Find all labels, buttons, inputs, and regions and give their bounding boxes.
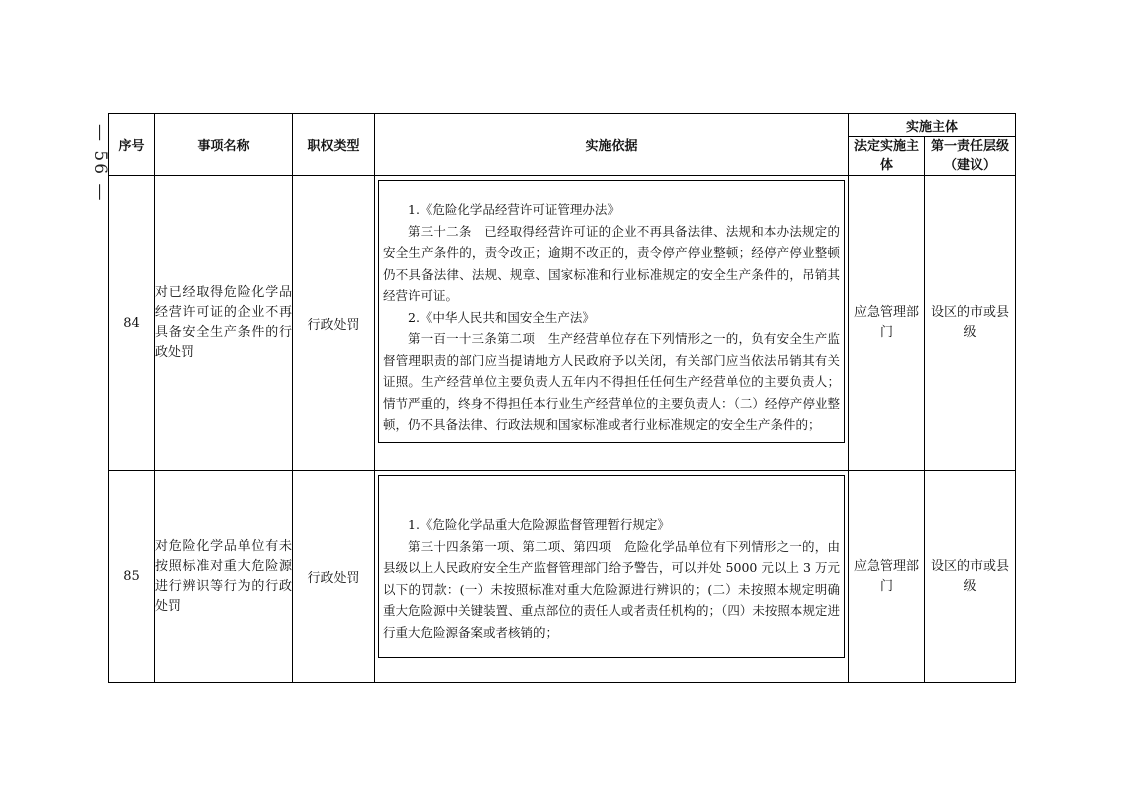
- row-seq: 84: [109, 176, 155, 471]
- table-row: [109, 176, 1016, 471]
- basis-paragraph: 第三十二条 已经取得经营许可证的企业不再具备法律、法规和本办法规定的安全生产条件的，责令改正；逾期不改正的，责令停产停业整顿；经停产停业整顿仍不具备法律、法规、规章、国家标准和行业标准规定的安全生产条件的，吊销其经营许可证。: [383, 223, 840, 303]
- header-name: 事项名称: [155, 114, 293, 176]
- header-seq: 序号: [109, 114, 155, 176]
- row-item-name: 对危险化学品单位有未按照标准对重大危险源进行辨识等行为的行政处罚: [155, 471, 293, 683]
- basis-paragraph: 2.《中华人民共和国安全生产法》: [408, 309, 595, 325]
- page-number: — 56 —: [90, 123, 110, 203]
- row-first-level: 设区的市或县级: [925, 471, 1016, 683]
- row-seq: 85: [109, 471, 155, 683]
- basis-paragraph: 第一百一十三条第二项 生产经营单位存在下列情形之一的，负有安全生产监督管理职责的部门应当提请地方人民政府予以关闭，有关部门应当依法吊销其有关证照。生产经营单位主要负责人五年内不得担任任何生产经营单位的主要负责人；情节严重的，终身不得担任本行业生产经营单位的主要负责人：（二）经停产停业整顿，仍不具备法律、行政法规和国家标准或者行业标准规定的安全生产条件的；: [383, 331, 840, 432]
- row-power-type: 行政处罚: [293, 176, 375, 471]
- table-row: [109, 471, 1016, 683]
- enforcement-items-table: [108, 113, 1016, 683]
- basis-paragraph: 1.《危险化学品经营许可证管理办法》: [408, 202, 620, 217]
- row-basis: [375, 176, 849, 471]
- row-legal-subject: 应急管理部门: [849, 471, 925, 683]
- basis-text-box: [378, 475, 845, 658]
- row-item-name: 对已经取得危险化学品经营许可证的企业不再具备安全生产条件的行政处罚: [155, 176, 293, 471]
- basis-paragraph: 1.《危险化学品重大危险源监督管理暂行规定》: [408, 517, 670, 532]
- row-legal-subject: 应急管理部门: [849, 176, 925, 471]
- header-subject: 实施主体: [849, 114, 1016, 137]
- header-legal-subject: 法定实施主体: [849, 137, 925, 176]
- row-first-level: 设区的市或县级: [925, 176, 1016, 471]
- header-basis: 实施依据: [375, 114, 849, 176]
- basis-paragraph: 第三十四条第一项、第二项、第四项 危险化学品单位有下列情形之一的，由县级以上人民政府安全生产监督管理部门给予警告，可以并处 5000 元以上 3 万元以下的罚款：(一）未按照标准对重大危险源进行辨识的；(二）未按照本规定明确重大危险源中关键装置、重点部位的责任人或者责任机构的；（四）未按照本规定进行重大危险源备案或者核销的；: [383, 538, 840, 640]
- row-basis: [375, 471, 849, 683]
- header-type: 职权类型: [293, 114, 375, 176]
- basis-text-box: [378, 180, 845, 443]
- header-first-level: 第一责任层级（建议）: [925, 137, 1016, 176]
- row-power-type: 行政处罚: [293, 471, 375, 683]
